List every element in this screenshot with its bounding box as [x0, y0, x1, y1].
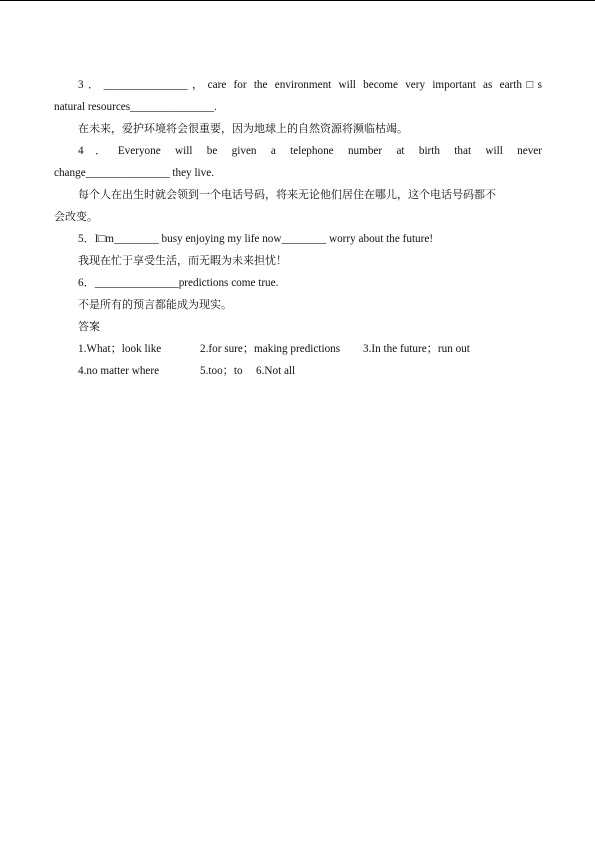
q4-line1: 4．Everyone will be given a telephone number at birth that will never — [78, 145, 542, 157]
q3-translation: 在未来，爱护环境将会很重要，因为地球上的自然资源将濒临枯竭。 — [78, 122, 408, 135]
answer-2: 2.for sure；making predictions — [200, 343, 341, 355]
answer-4: 4.no matter where — [78, 365, 160, 377]
page-top-rule — [0, 0, 595, 1]
q3-line1: 3．_______________，care for the environment will become very important as earth□s — [78, 79, 542, 91]
q6-line1: 6．_______________predictions come true. — [78, 277, 279, 289]
answers-row-1 — [54, 338, 542, 360]
exercise-content — [54, 74, 542, 382]
q3-line2: natural resources_______________. — [54, 101, 217, 113]
q5-translation: 我现在忙于享受生活，而无暇为未来担忧！ — [78, 254, 287, 267]
answer-5: 5.too；to — [200, 365, 243, 377]
answer-6: 6.Not all — [256, 365, 296, 377]
answer-3: 3.In the future；run out — [363, 343, 470, 355]
answers-heading: 答案 — [78, 320, 100, 333]
answer-1: 1.What；look like — [78, 343, 162, 355]
q5-line1: 5．I□m________ busy enjoying my life now________ worry about the future! — [78, 233, 434, 245]
q4-translation-line1: 每个人在出生时就会领到一个电话号码，将来无论他们居住在哪儿，这个电话号码都不 — [78, 188, 496, 201]
q6-translation: 不是所有的预言都能成为现实。 — [78, 298, 232, 311]
q4-line2: change_______________ they live. — [54, 167, 215, 179]
q4-translation-line2: 会改变。 — [54, 210, 98, 223]
answers-row-2 — [54, 360, 542, 382]
